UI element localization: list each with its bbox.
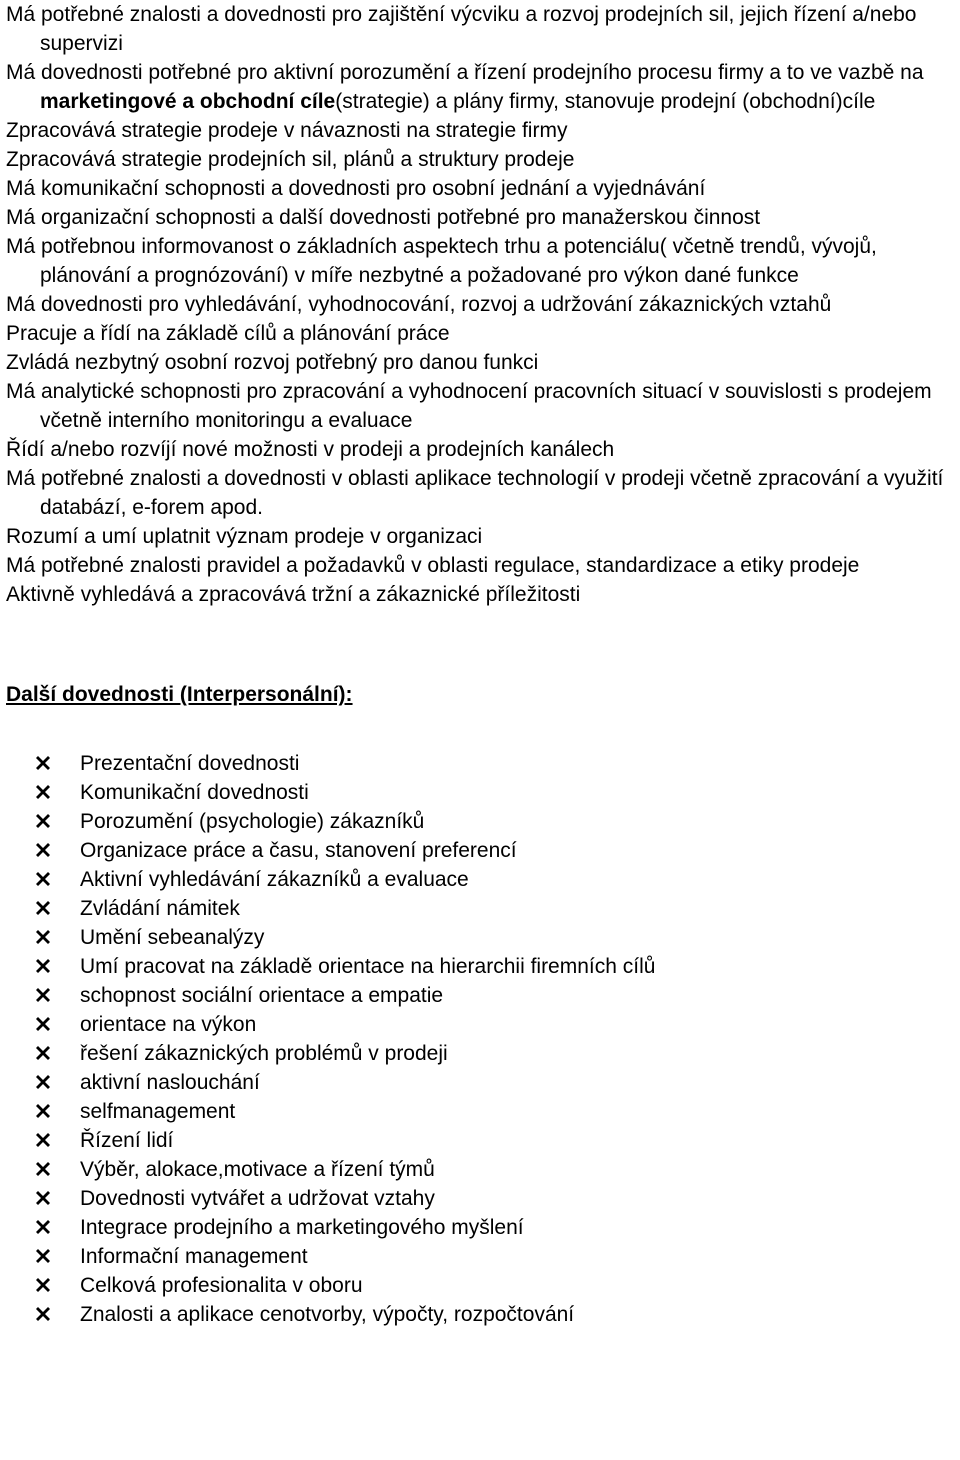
skill-item: [6, 778, 956, 807]
skill-label: Řízení lidí: [80, 1129, 174, 1152]
requirement-item: Má potřebné znalosti pravidel a požadavků v oblasti regulace, standardizace a etiky prodeje: [6, 554, 860, 577]
skill-label: Výběr, alokace,motivace a řízení týmů: [80, 1158, 435, 1181]
section-heading: Další dovednosti (Interpersonální):: [6, 683, 353, 706]
skill-label: aktivní naslouchání: [80, 1071, 260, 1094]
skill-item: [6, 894, 956, 923]
requirement-item: Aktivně vyhledává a zpracovává tržní a zákaznické příležitosti: [6, 583, 581, 606]
square-bullet-icon: [36, 872, 50, 886]
square-bullet-icon: [36, 1162, 50, 1176]
square-bullet-icon: [36, 901, 50, 915]
skill-label: Celková profesionalita v oboru: [80, 1274, 363, 1297]
skill-label: Znalosti a aplikace cenotvorby, výpočty, rozpočtování: [80, 1303, 575, 1326]
requirement-item: Má komunikační schopnosti a dovednosti pro osobní jednání a vyjednávání: [6, 177, 706, 200]
skill-item: [6, 952, 956, 981]
square-bullet-icon: [36, 843, 50, 857]
skill-item: [6, 1097, 956, 1126]
requirement-item: Řídí a/nebo rozvíjí nové možnosti v prodeji a prodejních kanálech: [6, 438, 615, 461]
skill-label: Dovednosti vytvářet a udržovat vztahy: [80, 1187, 435, 1210]
square-bullet-icon: [36, 959, 50, 973]
requirement-item: Zpracovává strategie prodejních sil, plánů a struktury prodeje: [6, 148, 575, 171]
skill-item: [6, 1271, 956, 1300]
requirement-item: Má potřebné znalosti a dovednosti v oblasti aplikace technologií v prodeji včetně zpracování a využití databází, e-forem apod.: [6, 467, 944, 519]
requirement-text: Má dovednosti potřebné pro aktivní porozumění a řízení prodejního procesu firmy a to ve vazbě na: [6, 61, 924, 84]
skill-label: Umění sebeanalýzy: [80, 926, 265, 949]
square-bullet-icon: [36, 1133, 50, 1147]
spacer: [6, 709, 956, 749]
skill-item: [6, 1010, 956, 1039]
skill-item: [6, 1213, 956, 1242]
requirement-text: (strategie) a plány firmy, stanovuje prodejní (obchodní)cíle: [335, 90, 876, 113]
square-bullet-icon: [36, 1104, 50, 1118]
skill-label: řešení zákaznických problémů v prodeji: [80, 1042, 448, 1065]
skill-item: [6, 1155, 956, 1184]
requirement-item: Má potřebnou informovanost o základních aspektech trhu a potenciálu( včetně trendů, vývojů, plánování a prognózování) v míře nezbytné a požadované pro výkon dané funkce: [6, 235, 877, 287]
skill-label: Informační management: [80, 1245, 308, 1268]
requirement-item: Pracuje a řídí na základě cílů a plánování práce: [6, 322, 450, 345]
skill-label: Zvládání námitek: [80, 897, 240, 920]
document-page: [6, 0, 956, 1329]
skill-label: Organizace práce a času, stanovení preferencí: [80, 839, 517, 862]
skills-list: [6, 749, 956, 1329]
square-bullet-icon: [36, 1191, 50, 1205]
skill-item: [6, 836, 956, 865]
requirements-list: [6, 0, 956, 609]
skill-label: Prezentační dovednosti: [80, 752, 300, 775]
square-bullet-icon: [36, 756, 50, 770]
skill-label: schopnost sociální orientace a empatie: [80, 984, 444, 1007]
skill-item: [6, 981, 956, 1010]
requirement-item: Má potřebné znalosti a dovednosti pro zajištění výcviku a rozvoj prodejních sil, jejich řízení a/nebo supervizi: [6, 3, 917, 55]
skill-label: Aktivní vyhledávání zákazníků a evaluace: [80, 868, 469, 891]
skill-label: Porozumění (psychologie) zákazníků: [80, 810, 425, 833]
skill-item: [6, 923, 956, 952]
square-bullet-icon: [36, 1075, 50, 1089]
square-bullet-icon: [36, 930, 50, 944]
requirement-item: Má analytické schopnosti pro zpracování a vyhodnocení pracovních situací v souvislosti s prodejem včetně interního monitoringu a evaluace: [6, 380, 932, 432]
square-bullet-icon: [36, 1046, 50, 1060]
skill-label: Integrace prodejního a marketingového myšlení: [80, 1216, 524, 1239]
skill-label: Komunikační dovednosti: [80, 781, 309, 804]
skill-item: [6, 1300, 956, 1329]
square-bullet-icon: [36, 1307, 50, 1321]
skill-item: [6, 1068, 956, 1097]
square-bullet-icon: [36, 785, 50, 799]
skill-item: [6, 749, 956, 778]
skill-item: [6, 1242, 956, 1271]
requirement-item: Zvládá nezbytný osobní rozvoj potřebný pro danou funkci: [6, 351, 539, 374]
square-bullet-icon: [36, 1278, 50, 1292]
square-bullet-icon: [36, 1017, 50, 1031]
skill-item: [6, 1184, 956, 1213]
skill-item: [6, 1039, 956, 1068]
skill-item: [6, 807, 956, 836]
requirement-item: Má dovednosti pro vyhledávání, vyhodnocování, rozvoj a udržování zákaznických vztahů: [6, 293, 832, 316]
requirement-item: Má organizační schopnosti a další dovednosti potřebné pro manažerskou činnost: [6, 206, 761, 229]
requirement-item: Zpracovává strategie prodeje v návaznosti na strategie firmy: [6, 119, 568, 142]
requirement-item: Rozumí a umí uplatnit význam prodeje v organizaci: [6, 525, 483, 548]
skill-item: [6, 865, 956, 894]
requirement-item: [6, 58, 956, 116]
square-bullet-icon: [36, 1249, 50, 1263]
skill-label: selfmanagement: [80, 1100, 236, 1123]
spacer: [6, 609, 956, 680]
requirement-bold-text: marketingové a obchodní cíle: [40, 90, 336, 113]
square-bullet-icon: [36, 1220, 50, 1234]
square-bullet-icon: [36, 814, 50, 828]
skill-item: [6, 1126, 956, 1155]
square-bullet-icon: [36, 988, 50, 1002]
skill-label: orientace na výkon: [80, 1013, 257, 1036]
skill-label: Umí pracovat na základě orientace na hierarchii firemních cílů: [80, 955, 656, 978]
